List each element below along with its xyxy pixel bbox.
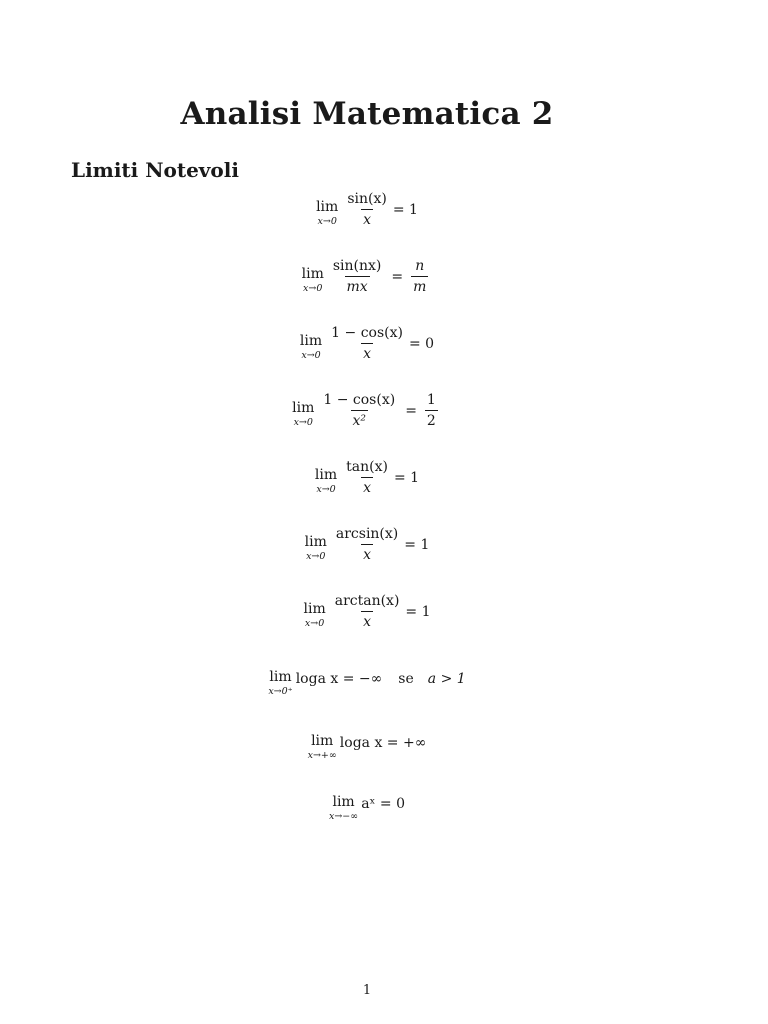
denominator: x: [361, 544, 373, 562]
right-hand-side: = 1: [404, 536, 430, 553]
formula-10: [0, 791, 734, 822]
lim-subscript: x→−∞: [328, 811, 359, 822]
denominator: x²: [351, 410, 369, 428]
lim-word: lim: [303, 601, 326, 618]
right-hand-side: = 1: [393, 469, 420, 486]
lim-word: lim: [299, 333, 323, 350]
formula-4: [0, 393, 734, 428]
document-title: Analisi Matematica 2: [180, 96, 554, 132]
equals-sign: =: [391, 268, 404, 285]
lim-word: lim: [301, 266, 324, 283]
limit-operator: [268, 670, 292, 697]
numerator: 1 − cos(x): [323, 392, 396, 408]
numerator: sin(x): [347, 191, 387, 207]
lim-subscript: x→0: [301, 350, 321, 362]
formula-1: [0, 192, 734, 227]
lim-word: lim: [269, 669, 292, 685]
fraction: [343, 460, 391, 495]
limit-body: loga x = +∞: [339, 735, 427, 752]
condition-expression: a > 1: [427, 671, 466, 688]
limit-operator: [302, 267, 324, 294]
result-fraction: [410, 259, 429, 294]
fraction: [320, 393, 398, 428]
formula-7: [0, 594, 734, 629]
right-hand-side: = 1: [392, 201, 418, 218]
limit-body: aˣ = 0: [361, 796, 406, 813]
equals-sign: =: [405, 402, 417, 419]
right-hand-side: = 0: [408, 335, 435, 352]
lim-subscript: x→0: [317, 216, 337, 228]
lim-word: lim: [316, 199, 339, 216]
formula-8: [0, 666, 734, 697]
lim-subscript: x→0: [316, 484, 336, 496]
formula-3: [0, 326, 734, 361]
formula-5: [0, 460, 734, 495]
denominator: x: [361, 611, 373, 629]
denominator: x: [361, 209, 373, 227]
lim-word: lim: [304, 534, 327, 551]
fraction: [330, 259, 385, 294]
numerator: arctan(x): [334, 593, 400, 609]
lim-subscript: x→0: [304, 618, 325, 630]
denominator: x: [361, 477, 373, 495]
limit-operator: [305, 535, 327, 562]
limit-operator: [300, 334, 322, 361]
lim-word: lim: [332, 794, 355, 810]
lim-subscript: x→0: [293, 417, 313, 429]
formula-6: [0, 527, 734, 562]
limit-body: loga x = −∞: [295, 671, 383, 688]
section-title: Limiti Notevoli: [71, 158, 239, 182]
denominator: mx: [345, 276, 370, 294]
result-numerator: n: [415, 258, 425, 274]
limit-operator: [292, 401, 314, 428]
formula-2: [0, 259, 734, 294]
lim-subscript: x→0: [303, 283, 323, 295]
lim-subscript: x→0⁺: [268, 686, 293, 697]
limit-operator: [329, 795, 358, 822]
result-fraction: [424, 393, 439, 428]
limit-operator: [303, 602, 325, 629]
result-denominator: 2: [425, 410, 438, 428]
fraction: [333, 527, 401, 562]
limit-operator: [315, 468, 337, 495]
lim-subscript: x→+∞: [307, 750, 337, 761]
condition-word: se: [398, 671, 414, 688]
numerator: arcsin(x): [335, 526, 399, 542]
lim-word: lim: [311, 733, 334, 749]
formula-9: [0, 730, 734, 761]
fraction: [344, 192, 390, 227]
numerator: sin(nx): [332, 258, 382, 274]
lim-word: lim: [314, 467, 338, 484]
numerator: tan(x): [346, 459, 388, 475]
numerator: 1 − cos(x): [331, 325, 403, 341]
denominator: x: [361, 343, 373, 361]
limit-operator: [316, 200, 338, 227]
lim-word: lim: [292, 400, 315, 417]
result-denominator: m: [411, 276, 428, 294]
lim-subscript: x→0: [306, 551, 326, 563]
fraction: [332, 594, 403, 629]
right-hand-side: = 1: [405, 603, 431, 620]
result-numerator: 1: [426, 392, 436, 408]
page-number: 1: [362, 983, 372, 998]
limit-operator: [308, 734, 337, 761]
fraction: [328, 326, 406, 361]
